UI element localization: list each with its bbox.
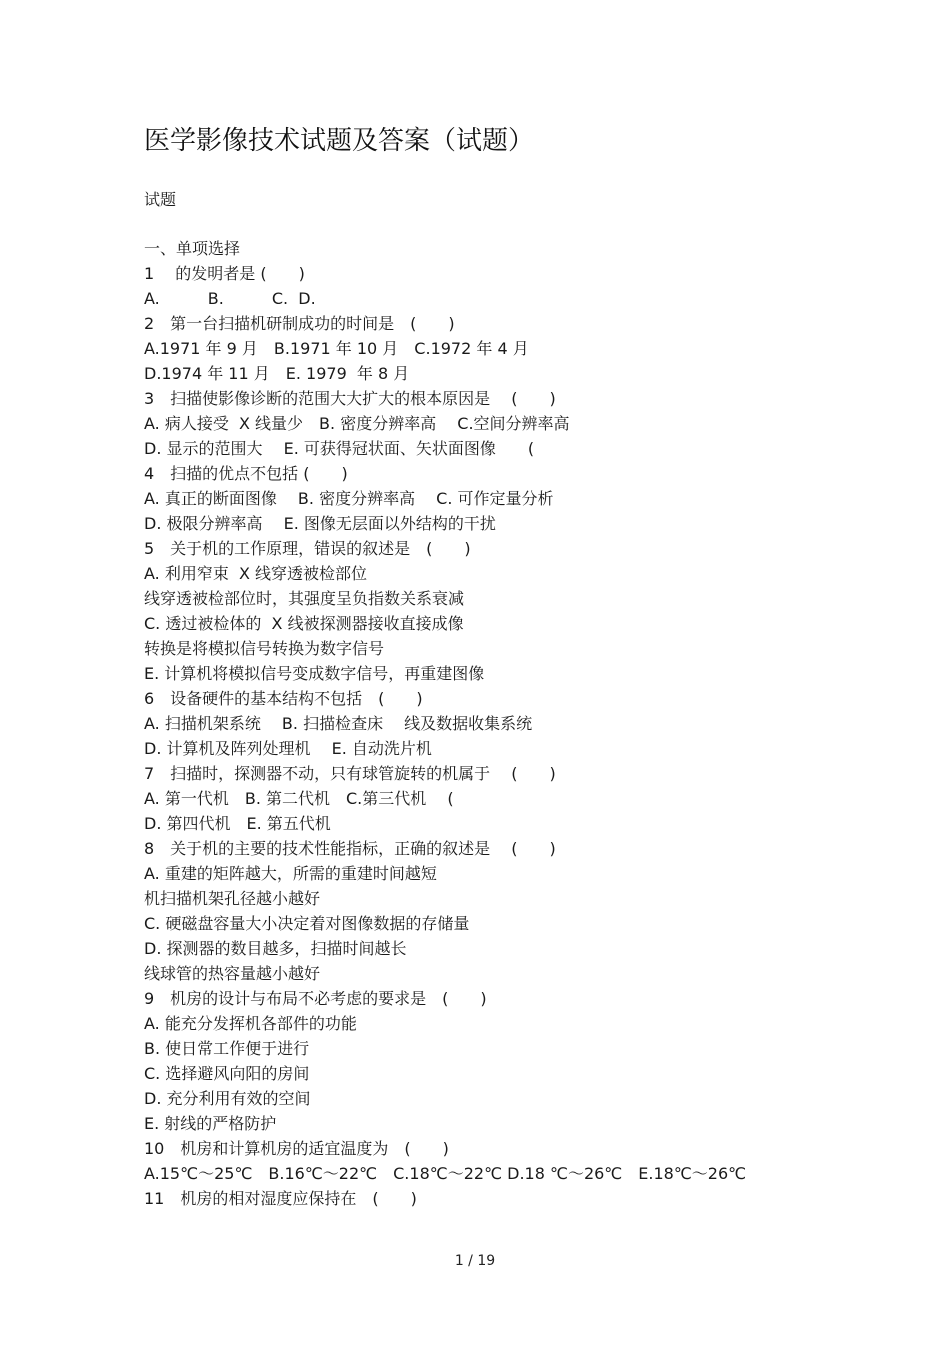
options-line: D. 第四代机 E. 第五代机 — [144, 814, 331, 833]
options-line: D. 探测器的数目越多，扫描时间越长 — [144, 939, 407, 958]
question-line: 6 设备硬件的基本结构不包括 ( ) — [144, 689, 423, 708]
options-line: A. 利用窄束 X 线穿透被检部位 — [144, 564, 368, 583]
options-line: A.15℃～25℃ B.16℃～22℃ C.18℃～22℃ D.18 ℃～26℃ E.18℃～26℃ — [144, 1164, 747, 1183]
options-line: 线穿透被检部位时，其强度呈负指数关系衰减 — [144, 589, 465, 608]
section-heading: 一、单项选择 — [144, 239, 241, 258]
options-line: 线球管的热容量越小越好 — [144, 964, 321, 983]
options-line: D. 计算机及阵列处理机 E. 自动洗片机 — [144, 739, 432, 758]
page-number: 1 / 19 — [454, 1253, 496, 1269]
question-line: 4 扫描的优点不包括 ( ) — [144, 464, 348, 483]
question-line: 7 扫描时，探测器不动，只有球管旋转的机属于 ( ) — [144, 764, 556, 783]
question-line: 8 关于机的主要的技术性能指标，正确的叙述是 ( ) — [144, 839, 556, 858]
question-line: 9 机房的设计与布局不必考虑的要求是 ( ) — [144, 989, 487, 1008]
question-line: 3 扫描使影像诊断的范围大大扩大的根本原因是 ( ) — [144, 389, 556, 408]
options-line: C. 硬磁盘容量大小决定着对图像数据的存储量 — [144, 914, 470, 933]
options-line: A. 重建的矩阵越大，所需的重建时间越短 — [144, 864, 437, 883]
options-line: D. 显示的范围大 E. 可获得冠状面、矢状面图像 ( — [144, 439, 535, 458]
options-line: 机扫描机架孔径越小越好 — [144, 889, 321, 908]
options-line: A.1971 年 9 月 B.1971 年 10 月 C.1972 年 4 月 — [144, 339, 529, 358]
options-line: A. 能充分发挥机各部件的功能 — [144, 1014, 357, 1033]
question-line: 10 机房和计算机房的适宜温度为 ( ) — [144, 1139, 449, 1158]
options-line: D. 极限分辨率高 E. 图像无层面以外结构的干扰 — [144, 514, 496, 533]
options-line: A. 第一代机 B. 第二代机 C.第三代机 ( — [144, 789, 454, 808]
options-line: E. 计算机将模拟信号变成数字信号，再重建图像 — [144, 664, 485, 683]
options-line: A. B. C. D. — [144, 289, 316, 308]
options-line: 转换是将模拟信号转换为数字信号 — [144, 639, 385, 658]
document-title: 医学影像技术试题及答案（试题） — [144, 126, 535, 156]
options-line: C. 透过被检体的 X 线被探测器接收直接成像 — [144, 614, 464, 633]
options-line: E. 射线的严格防护 — [144, 1114, 277, 1133]
options-line: A. 扫描机架系统 B. 扫描检查床 线及数据收集系统 — [144, 714, 533, 733]
question-line: 2 第一台扫描机研制成功的时间是 ( ) — [144, 314, 455, 333]
question-line: 1 的发明者是 ( ) — [144, 264, 305, 283]
question-line: 11 机房的相对湿度应保持在 ( ) — [144, 1189, 417, 1208]
question-list — [144, 236, 924, 1211]
options-line: C. 选择避风向阳的房间 — [144, 1064, 310, 1083]
question-line: 5 关于机的工作原理，错误的叙述是 ( ) — [144, 539, 471, 558]
options-line: A. 病人接受 X 线量少 B. 密度分辨率高 C.空间分辨率高 — [144, 414, 570, 433]
section-subtitle: 试题 — [144, 190, 177, 209]
options-line: D. 充分利用有效的空间 — [144, 1089, 311, 1108]
options-line: B. 使日常工作便于进行 — [144, 1039, 310, 1058]
options-line: A. 真正的断面图像 B. 密度分辨率高 C. 可作定量分析 — [144, 489, 554, 508]
options-line: D.1974 年 11 月 E. 1979 年 8 月 — [144, 364, 410, 383]
